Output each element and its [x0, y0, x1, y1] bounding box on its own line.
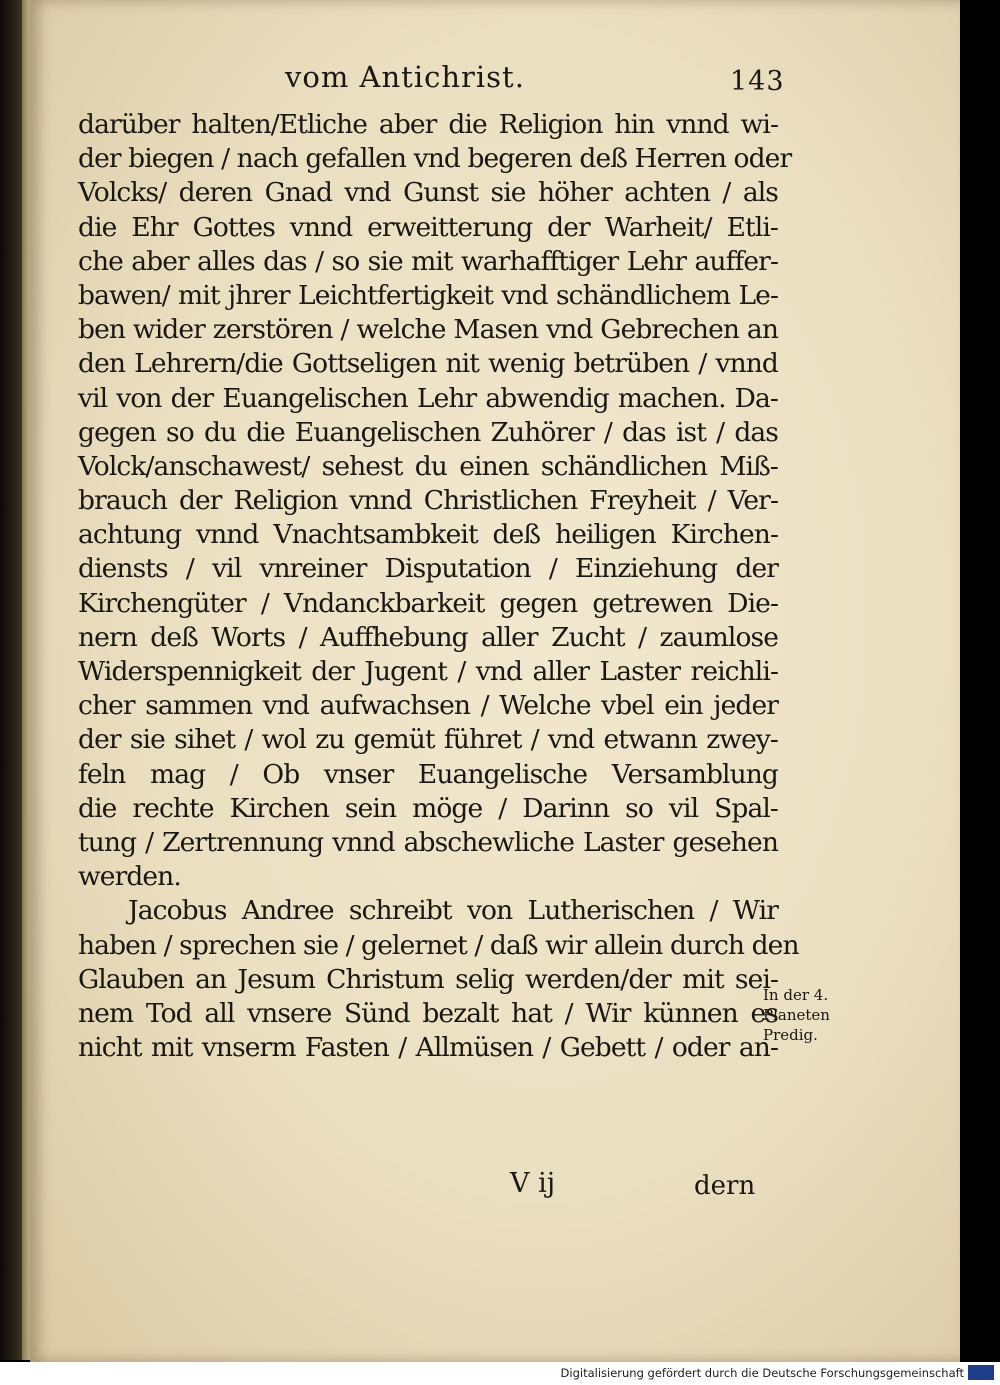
text-line: Jacobus Andree schreibt von Lutherischen / Wir [128, 895, 778, 927]
text-line: den Lehrern/die Gottseligen nit wenig betrüben / vnnd [78, 348, 778, 380]
text-line: darüber halten/Etliche aber die Religion hin vnnd wi- [78, 109, 778, 140]
text-line: gegen so du die Euangelischen Zuhörer / das ist / das [78, 416, 778, 448]
text-line: diensts / vil vnreiner Disputation / Einziehung der [78, 553, 778, 585]
text-line: bawen/ mit jhrer Leichtfertigkeit vnd schändlichem Le- [78, 279, 778, 311]
text-line: Volcks/ deren Gnad vnd Gunst sie höher achten / als [78, 177, 778, 209]
running-head: vom Antichrist. [285, 60, 525, 94]
text-line: che aber alles das / so sie mit warhafftiger Lehr auffer- [78, 245, 778, 277]
text-line: der biegen / nach gefallen vnd begeren deß Herren oder [78, 143, 792, 175]
text-line: achtung vnnd Vnachtsambkeit deß heiligen Kirchen- [78, 519, 778, 551]
marginal-note [763, 985, 830, 1045]
text-line: ben wider zerstören / welche Masen vnd Gebrechen an [78, 314, 778, 346]
text-line: feln mag / Ob vnser Euangelische Versamblung [78, 758, 778, 790]
text-line: brauch der Religion vnnd Christlichen Freyheit / Ver- [78, 485, 778, 517]
text-line: tung / Zertrennung vnnd abschewliche Laster gesehen [78, 826, 778, 858]
text-line: nern deß Worts / Auffhebung aller Zucht / zaumlose [78, 621, 778, 653]
text-line: vil von der Euangelischen Lehr abwendig machen. Da- [78, 382, 778, 414]
text-line: haben / sprechen sie / gelernet / daß wir allein durch den [78, 929, 799, 961]
text-line: nicht mit vnserm Fasten / Allmüsen / Gebett / oder an- [78, 1032, 778, 1064]
dfg-logo [968, 1365, 994, 1380]
marginal-note-line: In der 4. [763, 986, 829, 1004]
text-line: nem Tod all vnsere Sünd bezalt hat / Wir künnen es [78, 997, 778, 1029]
text-line: cher sammen vnd aufwachsen / Welche vbel ein jeder [78, 690, 778, 722]
text-line: werden. [78, 861, 181, 893]
signature-mark: V ij [510, 1168, 556, 1199]
footer-credit: Digitalisierung gefördert durch die Deutsche Forschungsgemeinschaft [560, 1366, 964, 1380]
marginal-note-line: Planeten [763, 1006, 830, 1024]
text-line: Glauben an Jesum Christum selig werden/der mit sei- [78, 963, 778, 995]
text-line: Widerspennigkeit der Jugent / vnd aller Laster reichli- [78, 656, 778, 687]
catchword: dern [694, 1171, 756, 1201]
text-line: die rechte Kirchen sein möge / Darinn so vil Spal- [78, 792, 778, 824]
page-number: 143 [730, 66, 785, 97]
text-line: die Ehr Gottes vnnd erweitterung der Warheit/ Etli- [78, 211, 778, 243]
text-line: Kirchengüter / Vndanckbarkeit gegen getrewen Die- [78, 587, 778, 619]
right-background [960, 0, 1000, 1362]
text-line: der sie sihet / wol zu gemüt führet / vnd etwann zwey- [78, 724, 778, 756]
book-page [30, 0, 962, 1362]
marginal-note-line: Predig. [763, 1026, 818, 1044]
text-line: Volck/anschawest/ sehest du einen schändlichen Miß- [78, 450, 778, 482]
